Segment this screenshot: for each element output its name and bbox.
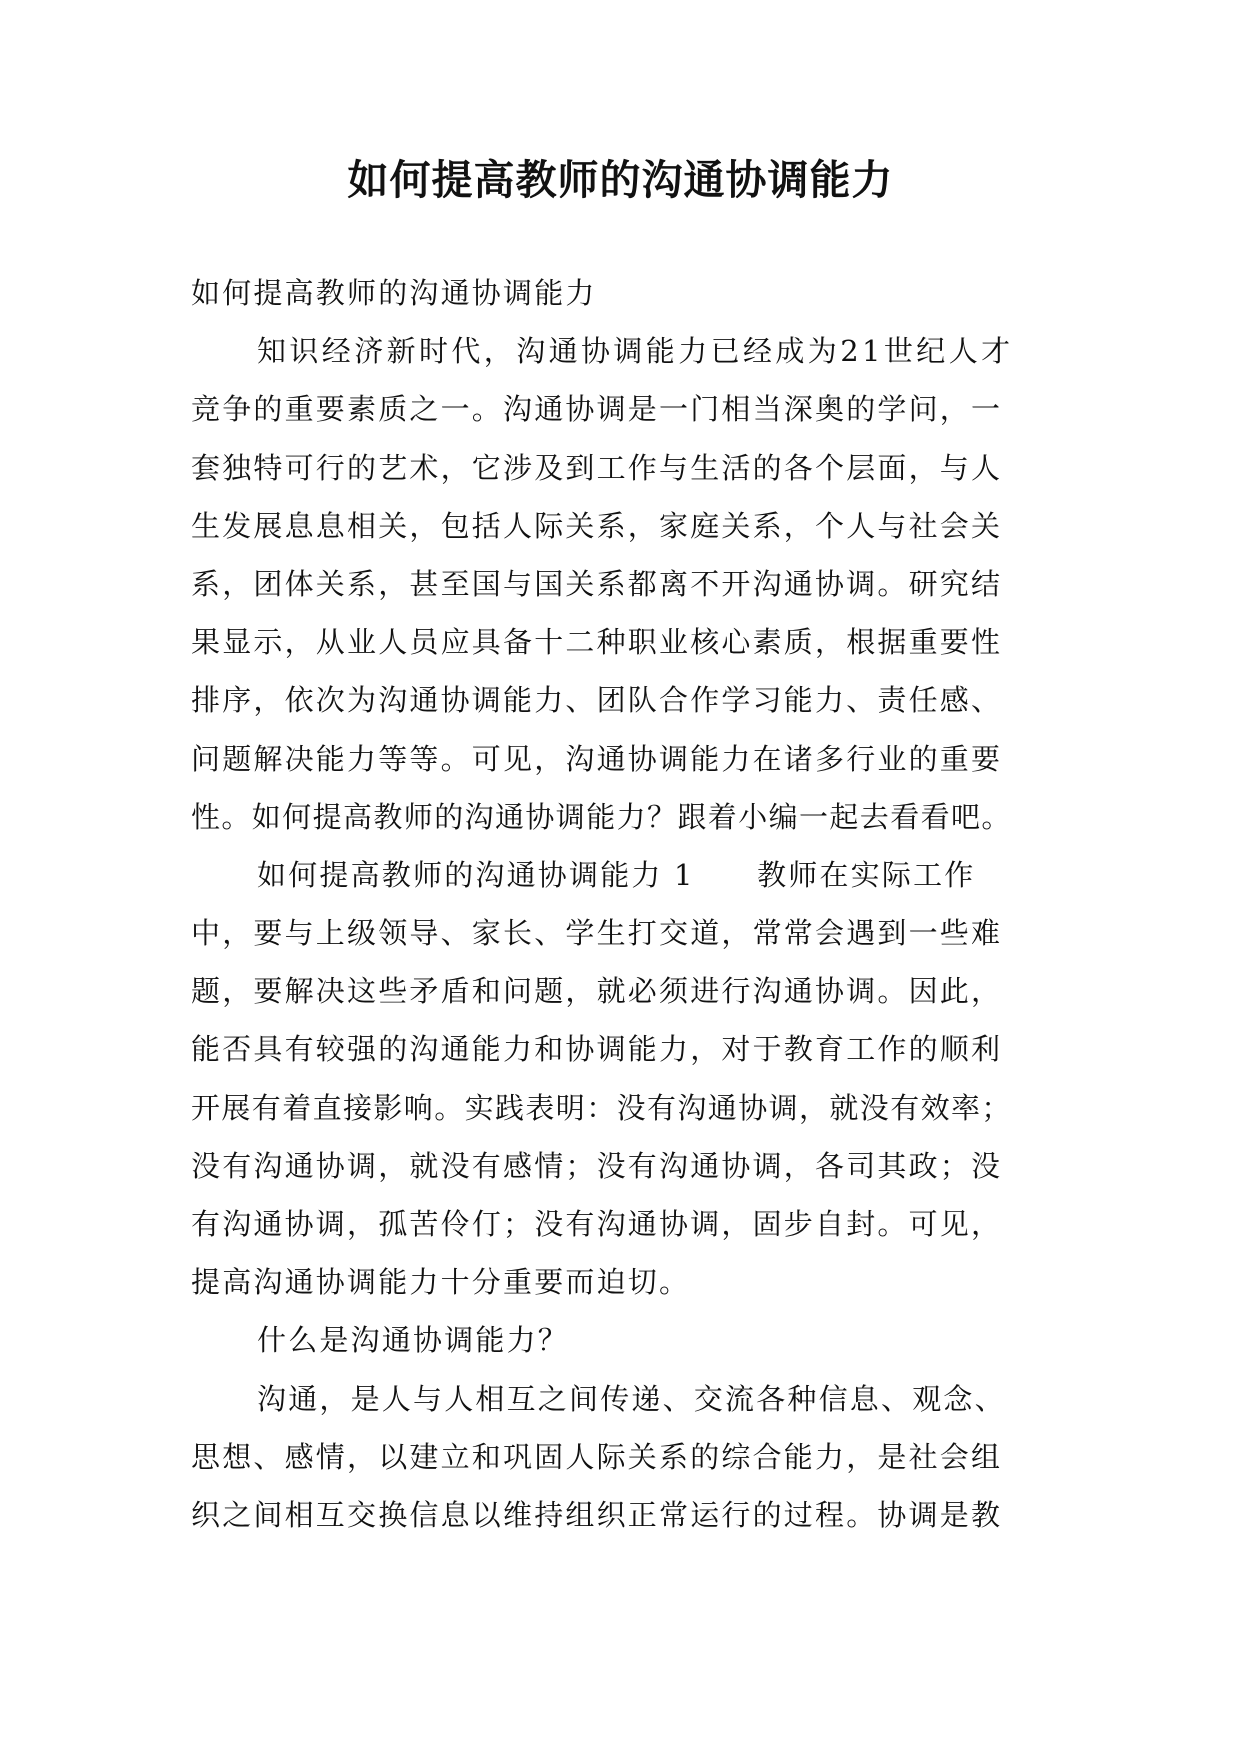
document-title: 如何提高教师的沟通协调能力 <box>347 156 894 204</box>
paragraph-line: 问题解决能力等等。可见，沟通协调能力在诸多行业的重要 <box>191 741 1003 776</box>
document-body <box>191 264 1071 1544</box>
section-heading-line: 如何提高教师的沟通协调能力 1 教师在实际工作 <box>257 857 976 892</box>
paragraph-line: 提高沟通协调能力十分重要而迫切。 <box>191 1265 691 1300</box>
paragraph-line: 性。如何提高教师的沟通协调能力？跟着小编一起去看看吧。 <box>191 799 1012 834</box>
paragraph-line: 竞争的重要素质之一。沟通协调是一门相当深奥的学问，一 <box>191 392 1003 427</box>
paragraph-line: 系，团体关系，甚至国与国关系都离不开沟通协调。研究结 <box>191 566 1003 601</box>
paragraph-line: 有沟通协调，孤苦伶仃；没有沟通协调，固步自封。可见， <box>191 1207 1003 1241</box>
paragraph-line: 思想、感情，以建立和巩固人际关系的综合能力，是社会组 <box>191 1439 1003 1474</box>
paragraph-line: 知识经济新时代，沟通协调能力已经成为21世纪人才 <box>257 334 1014 369</box>
paragraph-line: 能否具有较强的沟通能力和协调能力，对于教育工作的顺利 <box>191 1032 1003 1067</box>
paragraph-line: 开展有着直接影响。实践表明：没有沟通协调，就没有效率； <box>191 1090 1012 1125</box>
paragraph-line: 没有沟通协调，就没有感情；没有沟通协调，各司其政；没 <box>191 1148 1003 1183</box>
paragraph-line: 果显示，从业人员应具备十二种职业核心素质，根据重要性 <box>191 625 1003 660</box>
subtitle-line: 如何提高教师的沟通协调能力 <box>191 276 597 310</box>
paragraph-line: 排序，依次为沟通协调能力、团队合作学习能力、责任感、 <box>191 683 1003 718</box>
paragraph-line: 织之间相互交换信息以维持组织正常运行的过程。协调是教 <box>191 1497 1003 1532</box>
paragraph-line: 套独特可行的艺术，它涉及到工作与生活的各个层面，与人 <box>191 450 1003 485</box>
paragraph-line: 沟通，是人与人相互之间传递、交流各种信息、观念、 <box>257 1381 1006 1416</box>
paragraph-line: 生发展息息相关，包括人际关系，家庭关系，个人与社会关 <box>191 508 1003 543</box>
paragraph-line: 中，要与上级领导、家长、学生打交道，常常会遇到一些难 <box>191 916 1003 951</box>
paragraph-line: 题，要解决这些矛盾和问题，就必须进行沟通协调。因此， <box>191 974 1003 1009</box>
question-line: 什么是沟通协调能力？ <box>257 1323 570 1358</box>
